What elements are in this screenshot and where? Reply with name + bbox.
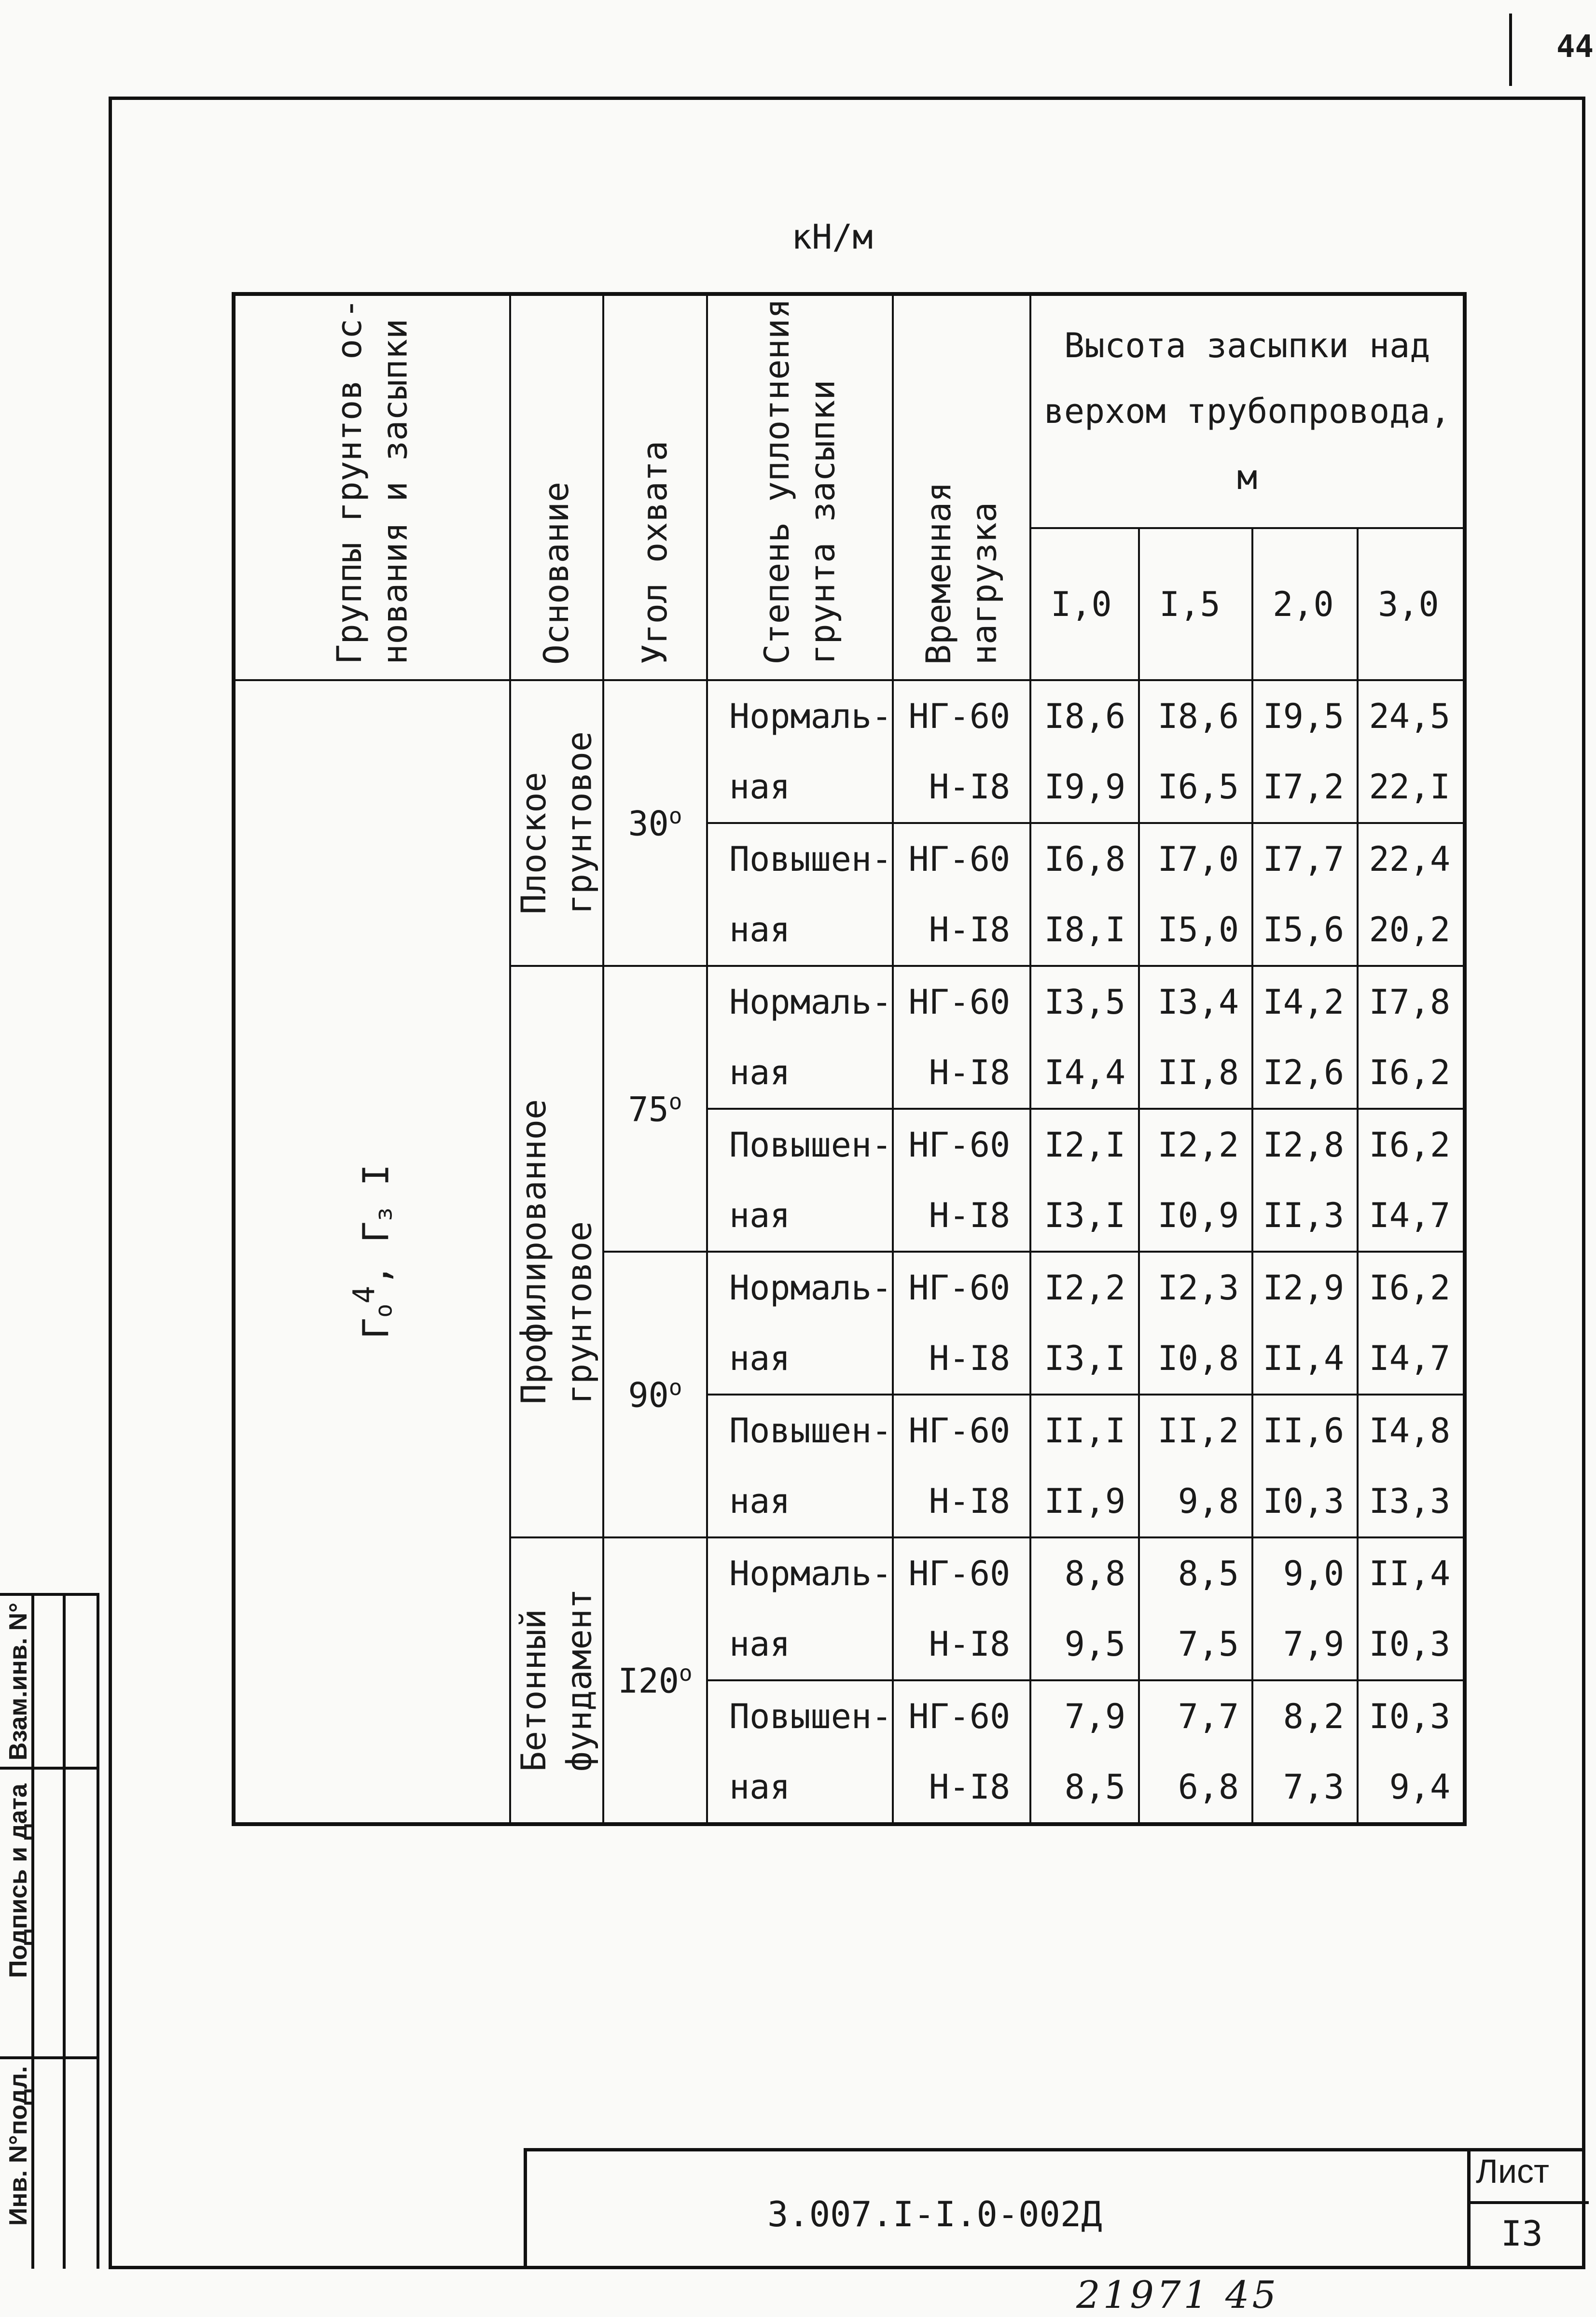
value-cell: I2,3 I0,8 xyxy=(1139,1252,1252,1395)
value-cell: I3,5 I4,4 xyxy=(1030,966,1139,1109)
angle-cell: $30^о$ xyxy=(603,680,707,966)
load-cell: НГ-60 Н-I8 xyxy=(893,966,1030,1109)
density-cell: Повышен- ная xyxy=(707,1109,893,1252)
sidebar-inv-orig: Инв. N°подл. xyxy=(4,2066,32,2226)
sheet-label: Лист xyxy=(1476,2152,1550,2190)
base-cell: Плоское грунтовое xyxy=(510,680,603,966)
value-cell: I7,8 I6,2 xyxy=(1358,966,1465,1109)
group-label: $Г_о^4$, $Г_з$ I xyxy=(346,1164,398,1340)
value-cell: I4,2 I2,6 xyxy=(1252,966,1358,1109)
load-cell: НГ-60 Н-I8 xyxy=(893,1395,1030,1537)
value-cell: II,I II,9 xyxy=(1030,1395,1139,1537)
corner-tick xyxy=(1509,14,1512,86)
value-cell: I7,7 I5,6 xyxy=(1252,823,1358,966)
table-row xyxy=(234,680,1465,823)
value-cell: I8,6 I6,5 xyxy=(1139,680,1252,823)
value-cell: I2,9 II,4 xyxy=(1252,1252,1358,1395)
value-cell: 7,9 8,5 xyxy=(1030,1680,1139,1824)
value-cell: I9,5 I7,2 xyxy=(1252,680,1358,823)
value-cell: II,6 I0,3 xyxy=(1252,1395,1358,1537)
density-cell: Нормаль- ная xyxy=(707,966,893,1109)
base-cell: Профилированное грунтовое xyxy=(510,966,603,1537)
value-cell: I4,8 I3,3 xyxy=(1358,1395,1465,1537)
angle-cell: $90^о$ xyxy=(603,1252,707,1537)
sheet-number: I3 xyxy=(1501,2213,1543,2254)
value-cell: 24,5 22,I xyxy=(1358,680,1465,823)
density-cell: Повышен- ная xyxy=(707,1680,893,1824)
value-cell: II,2 9,8 xyxy=(1139,1395,1252,1537)
sidebar-sign-date: Подпись и дата xyxy=(4,1784,32,1978)
value-cell: 7,7 6,8 xyxy=(1139,1680,1252,1824)
value-cell: I2,8 II,3 xyxy=(1252,1109,1358,1252)
load-cell: НГ-60 Н-I8 xyxy=(893,1252,1030,1395)
value-cell: I7,0 I5,0 xyxy=(1139,823,1252,966)
density-cell: Нормаль- ная xyxy=(707,680,893,823)
value-cell: 8,8 9,5 xyxy=(1030,1537,1139,1680)
header-load: Временная нагрузка xyxy=(893,294,1030,680)
load-cell: НГ-60 Н-I8 xyxy=(893,1109,1030,1252)
load-cell: НГ-60 Н-I8 xyxy=(893,680,1030,823)
load-cell: НГ-60 Н-I8 xyxy=(893,1680,1030,1824)
header-height-3: 2,0 xyxy=(1252,528,1358,680)
header-height-4: 3,0 xyxy=(1358,528,1465,680)
value-cell: I2,2 I3,I xyxy=(1030,1252,1139,1395)
header-height-title: Высота засыпки над верхом трубопровода, м xyxy=(1030,294,1465,528)
header-height-1: I,0 xyxy=(1030,528,1139,680)
value-cell: I6,2 I4,7 xyxy=(1358,1252,1465,1395)
units-label: кН/м xyxy=(791,217,873,257)
handwritten-note: 21971 45 xyxy=(1076,2274,1279,2317)
value-cell: I6,8 I8,I xyxy=(1030,823,1139,966)
header-height-2: I,5 xyxy=(1139,528,1252,680)
value-cell: I2,2 I0,9 xyxy=(1139,1109,1252,1252)
header-groups: Группы грунтов ос- нования и засыпки xyxy=(234,294,510,680)
group-cell xyxy=(234,680,510,1824)
density-cell: Повышен- ная xyxy=(707,1395,893,1537)
value-cell: I3,4 II,8 xyxy=(1139,966,1252,1109)
density-cell: Повышен- ная xyxy=(707,823,893,966)
density-cell: Нормаль- ная xyxy=(707,1252,893,1395)
angle-cell: $I20^о$ xyxy=(603,1537,707,1824)
base-cell: Бетонный фундамент xyxy=(510,1537,603,1824)
load-cell: НГ-60 Н-I8 xyxy=(893,1537,1030,1680)
value-cell: I6,2 I4,7 xyxy=(1358,1109,1465,1252)
sidebar-stamp xyxy=(0,1593,109,2269)
value-cell: I2,I I3,I xyxy=(1030,1109,1139,1252)
value-cell: I0,3 9,4 xyxy=(1358,1680,1465,1824)
page-number: 44 xyxy=(1556,29,1594,65)
header-angle: Угол охвата xyxy=(603,294,707,680)
value-cell: I8,6 I9,9 xyxy=(1030,680,1139,823)
document-code: 3.007.I-I.0-002Д xyxy=(767,2194,1102,2234)
value-cell: 8,2 7,3 xyxy=(1252,1680,1358,1824)
sidebar-replace-inv: Взам.инв. N° xyxy=(4,1603,32,1761)
value-cell: 22,4 20,2 xyxy=(1358,823,1465,966)
value-cell: 8,5 7,5 xyxy=(1139,1537,1252,1680)
angle-cell: $75^о$ xyxy=(603,966,707,1252)
value-cell: 9,0 7,9 xyxy=(1252,1537,1358,1680)
density-cell: Нормаль- ная xyxy=(707,1537,893,1680)
header-base: Основание xyxy=(510,294,603,680)
load-cell: НГ-60 Н-I8 xyxy=(893,823,1030,966)
value-cell: II,4 I0,3 xyxy=(1358,1537,1465,1680)
header-density: Степень уплотнения грунта засыпки xyxy=(707,294,893,680)
load-table xyxy=(232,292,1467,1826)
